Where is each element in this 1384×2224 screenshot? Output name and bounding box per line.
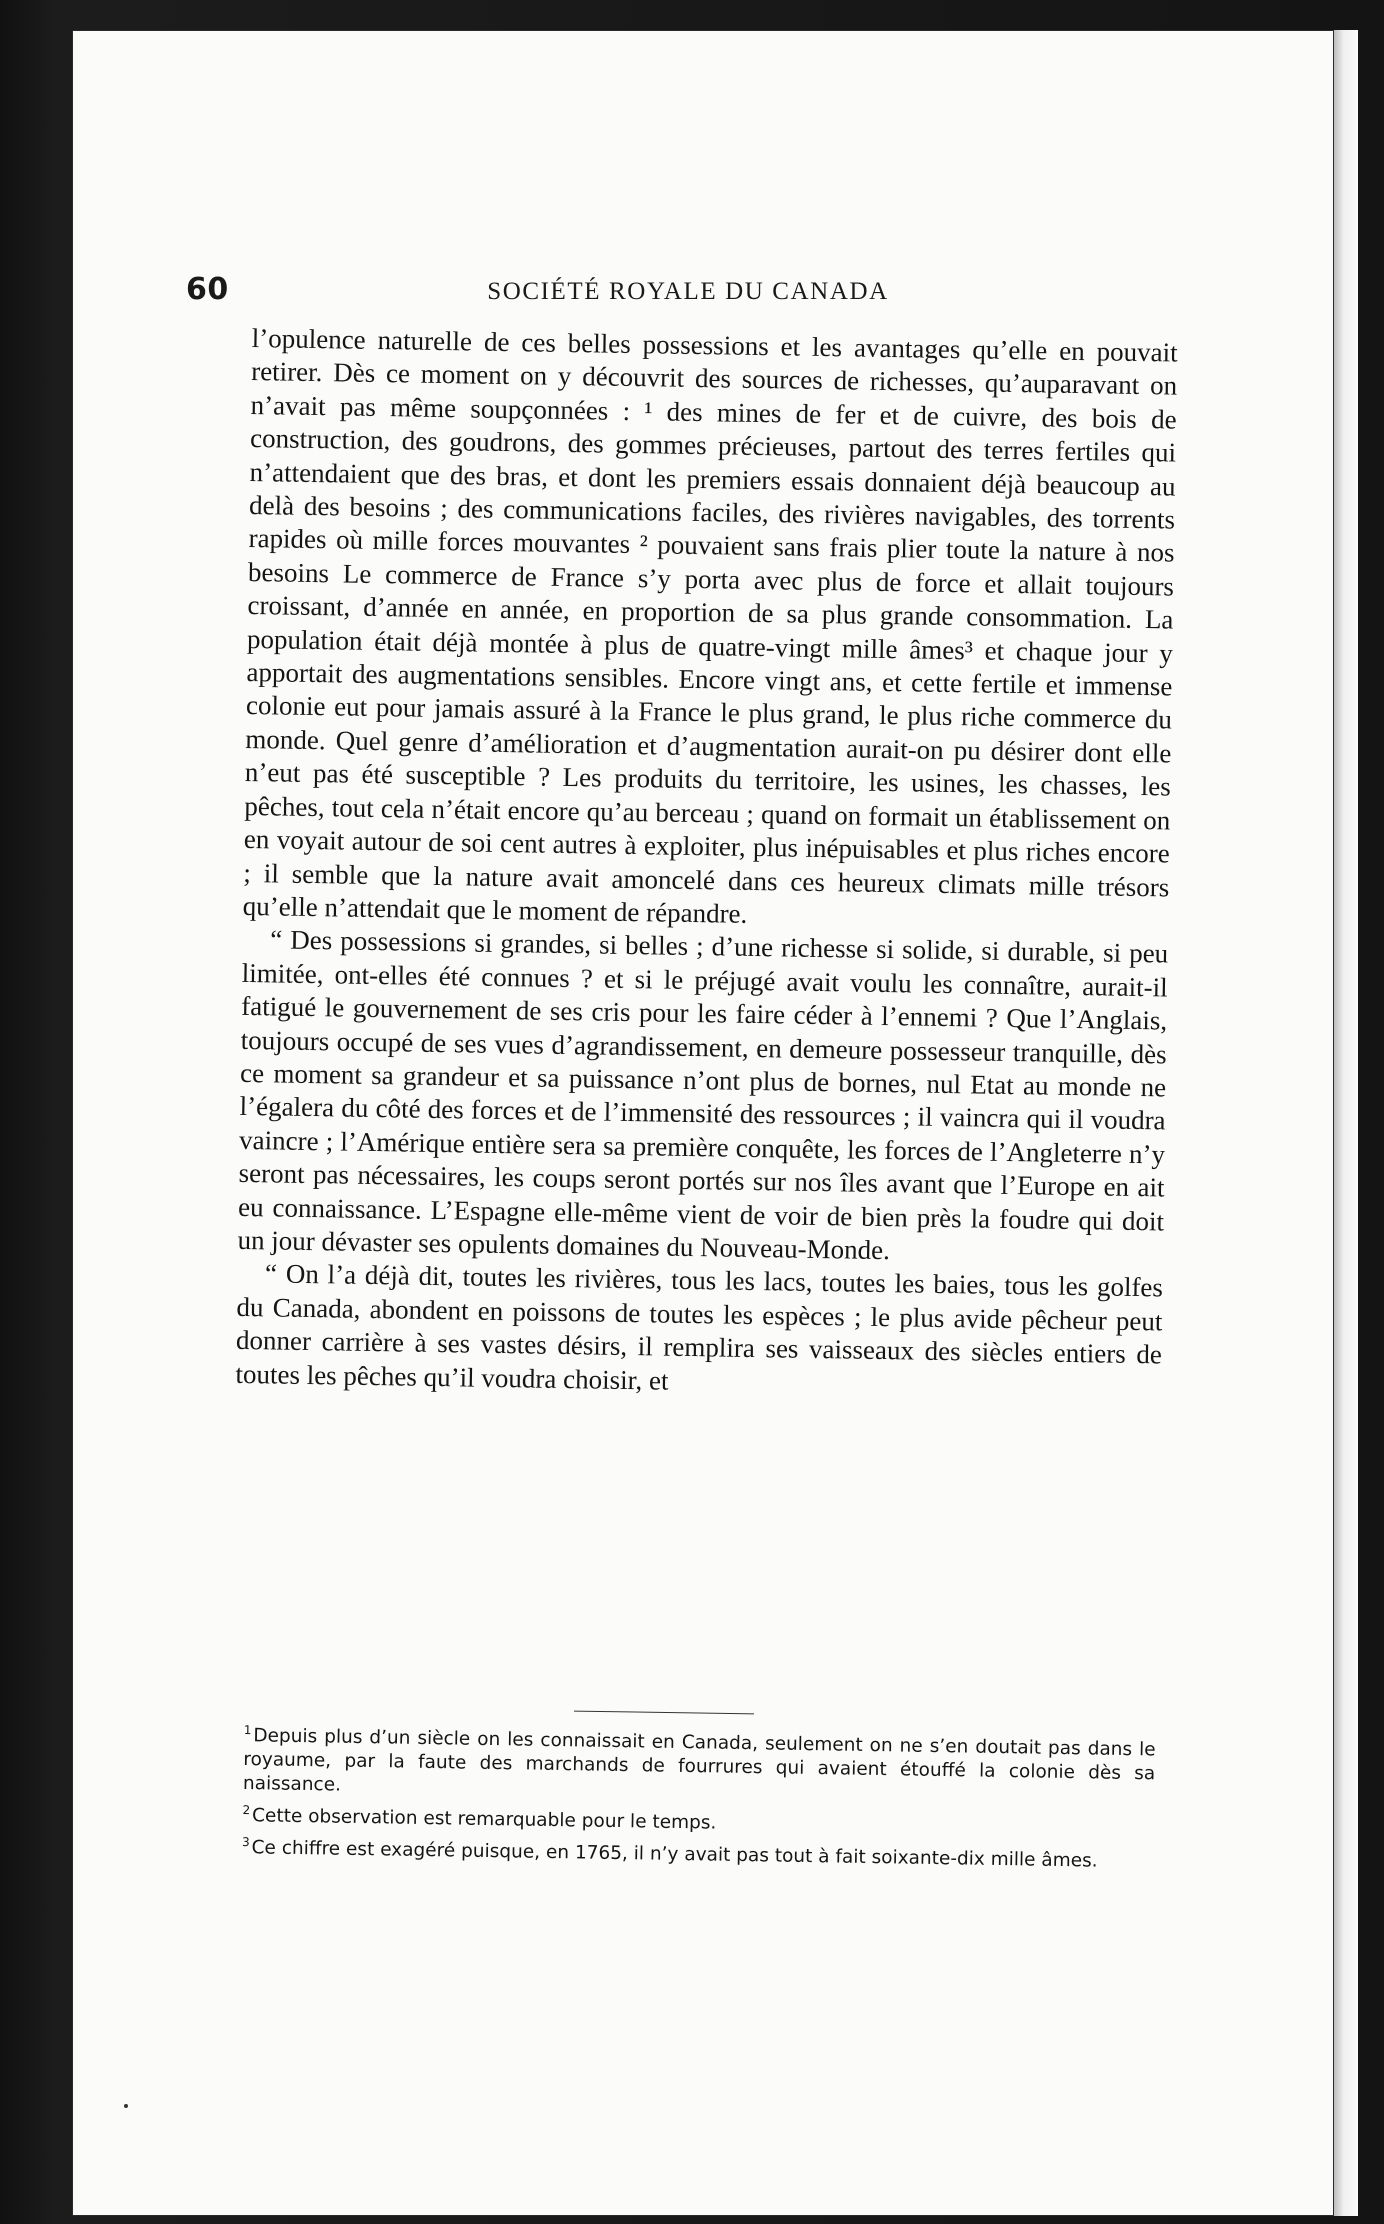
page-header: [186, 272, 1190, 312]
footnote-mark: 3: [241, 1835, 250, 1850]
body-text: [235, 322, 1178, 1405]
scan-speck: [124, 2104, 128, 2108]
footnotes: [242, 1718, 1156, 1877]
footnote-text: Depuis plus d’un siècle on les connaissait en Canada, seulement on ne s’en doutait pas dans le royaume, par la faute des marchands de fourrures qui avaient étouffé la colonie dès sa naissance.: [242, 1725, 1156, 1796]
paragraph: “ On l’a déjà dit, toutes les rivières, tous les lacs, toutes les baies, tous les golfes du Canada, abondent en poissons de toutes les espèces ; le plus avide pêcheur peut donner carrière à ses vastes désirs, il remplira ses vaisseaux des siècles entiers de toutes les pêches qu’il voudra choisir, et: [235, 1258, 1164, 1396]
running-title: SOCIÉTÉ ROYALE DU CANADA: [487, 278, 889, 305]
page-number: 60: [186, 272, 229, 307]
page-edge: [1334, 30, 1358, 2216]
paragraph: “ Des possessions si grandes, si belles ; d’une richesse si solide, si durable, si peu limitée, ont-elles été connues ? et si le préjugé avait voulu les connaître, aurait-il fatigué le gouvernement de ses cris pour les faire céder à l’ennemi ? Que l’Anglais, toujours occupé de ses vues d’agrandissement, en demeure possesseur tranquille, dès ce moment sa grandeur et sa puissance n’ont plus de bornes, nul Etat au monde ne l’égalera du côté des forces et de l’immensité des ressources ; il vaincra qui il voudra vaincre ; l’Amérique entière sera sa première conquête, les forces de l’Angleterre n’y seront pas nécessaires, les coups seront portés sur nos îles avant que l’Europe en ait eu connaissance. L’Espagne elle-même vient de voir de bien près la foudre qui doit un jour dévaster ses opulents domaines du Nouveau-Monde.: [237, 924, 1169, 1266]
paragraph: l’opulence naturelle de ces belles possessions et les avantages qu’elle en pouvait retirer. Dès ce moment on y découvrit des sources de richesses, qu’auparavant on n’avait pas même soupçonnées : ¹ des mines de fer et de cuivre, des bois de construction, des goudrons, des gommes précieuses, partout des terres fertiles qui n’attendaient que des bras, et dont les premiers essais donnaient déjà beaucoup au delà des besoins ; des communications faciles, des rivières navigables, des torrents rapides où mille forces mouvantes ² pouvaient sans frais plier toute la nature à nos besoins Le commerce de France s’y porta avec plus de force et allait toujours croissant, d’année en année, en proportion de sa plus grande consommation. La population était déjà montée à plus de quatre-vingt mille âmes³ et chaque jour y apportait des augmentations sensibles. Encore vingt ans, et cette fertile et immense colonie eut pour jamais assuré à la France le plus grand, le plus riche commerce du monde. Quel genre d’amélioration et d’augmentation aurait-on pu désirer dont elle n’eut pas été susceptible ? Les produits du territoire, les usines, les chasses, les pêches, tout cela n’était encore qu’au berceau ; quand on formait un établissement on en voyait autour de soi cent autres à exploiter, plus inépuisables et plus riches encore ; il semble que la nature avait amoncelé dans ces heureux climats mille trésors qu’elle n’attendait que le moment de répandre.: [242, 322, 1178, 929]
footnote: [243, 1718, 1156, 1810]
footnote-mark: 1: [243, 1722, 252, 1738]
footnote-text: Cette observation est remarquable pour le temps.: [251, 1805, 717, 1834]
footnote-mark: 2: [242, 1803, 251, 1818]
footnote-text: Ce chiffre est exagéré puisque, en 1765, il n’y avait pas tout à fait soixante-dix mille âmes.: [251, 1837, 1098, 1872]
